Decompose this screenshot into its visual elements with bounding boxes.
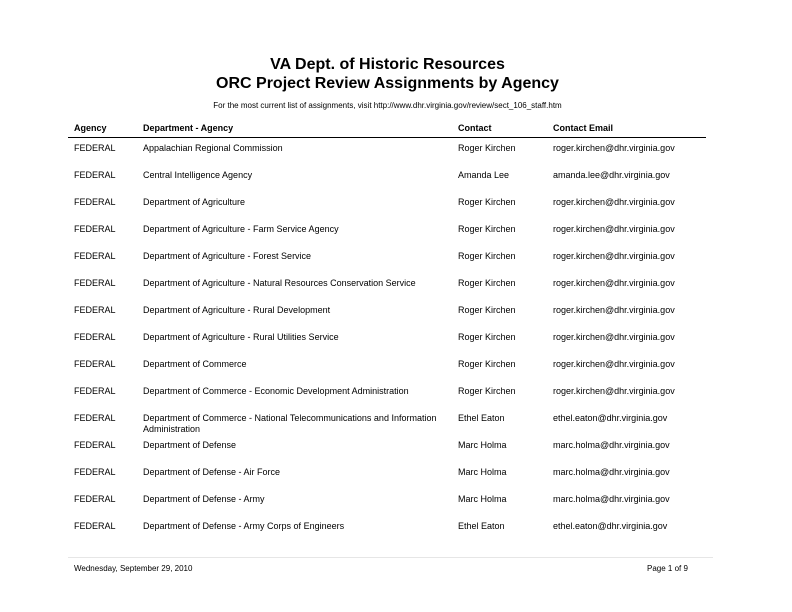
cell-email: ethel.eaton@dhr.virginia.gov	[553, 521, 668, 531]
cell-email: ethel.eaton@dhr.virginia.gov	[553, 413, 668, 423]
cell-email: roger.kirchen@dhr.virginia.gov	[553, 143, 675, 153]
cell-email: marc.holma@dhr.virginia.gov	[553, 440, 670, 450]
cell-contact: Ethel Eaton	[458, 521, 505, 531]
cell-contact: Roger Kirchen	[458, 197, 516, 207]
cell-department: Department of Agriculture - Natural Resources Conservation Service	[143, 278, 416, 288]
cell-department: Department of Agriculture - Rural Utilities Service	[143, 332, 339, 342]
cell-department: Department of Agriculture	[143, 197, 246, 207]
cell-agency: FEDERAL	[74, 197, 116, 207]
cell-agency: FEDERAL	[74, 278, 116, 288]
cell-agency: FEDERAL	[74, 467, 116, 477]
cell-email: roger.kirchen@dhr.virginia.gov	[553, 386, 675, 396]
cell-email: roger.kirchen@dhr.virginia.gov	[553, 278, 675, 288]
cell-contact: Marc Holma	[458, 467, 507, 477]
header-rule	[68, 137, 706, 138]
cell-email: marc.holma@dhr.virginia.gov	[553, 467, 670, 477]
column-header-agency: Agency	[74, 123, 107, 133]
report-subtitle-title: ORC Project Review Assignments by Agency	[216, 75, 559, 92]
footer-rule	[68, 557, 713, 558]
cell-contact: Amanda Lee	[458, 170, 510, 180]
cell-department: Department of Commerce	[143, 359, 247, 369]
cell-department: Department of Defense	[143, 440, 237, 450]
cell-contact: Roger Kirchen	[458, 278, 516, 288]
cell-agency: FEDERAL	[74, 494, 116, 504]
cell-agency: FEDERAL	[74, 521, 116, 531]
column-header-contact: Contact	[458, 123, 492, 133]
report-note: For the most current list of assignments, visit http://www.dhr.virginia.gov/review/sect_106_staff.htm	[213, 101, 562, 110]
cell-agency: FEDERAL	[74, 359, 116, 369]
cell-contact: Ethel Eaton	[458, 413, 505, 423]
cell-contact: Roger Kirchen	[458, 251, 516, 261]
cell-department: Central Intelligence Agency	[143, 170, 253, 180]
cell-agency: FEDERAL	[74, 413, 116, 423]
cell-contact: Roger Kirchen	[458, 332, 516, 342]
cell-contact: Roger Kirchen	[458, 143, 516, 153]
cell-email: marc.holma@dhr.virginia.gov	[553, 494, 670, 504]
cell-email: roger.kirchen@dhr.virginia.gov	[553, 359, 675, 369]
cell-agency: FEDERAL	[74, 224, 116, 234]
cell-contact: Marc Holma	[458, 440, 507, 450]
cell-email: roger.kirchen@dhr.virginia.gov	[553, 251, 675, 261]
cell-department: Department of Defense - Army	[143, 494, 265, 504]
cell-contact: Roger Kirchen	[458, 359, 516, 369]
cell-department: Department of Defense - Air Force	[143, 467, 281, 477]
cell-email: roger.kirchen@dhr.virginia.gov	[553, 224, 675, 234]
cell-email: roger.kirchen@dhr.virginia.gov	[553, 305, 675, 315]
cell-contact: Marc Holma	[458, 494, 507, 504]
cell-agency: FEDERAL	[74, 386, 116, 396]
cell-contact: Roger Kirchen	[458, 224, 516, 234]
footer-date: Wednesday, September 29, 2010	[74, 564, 193, 573]
column-header-department: Department - Agency	[143, 123, 234, 133]
cell-contact: Roger Kirchen	[458, 305, 516, 315]
cell-agency: FEDERAL	[74, 170, 116, 180]
cell-email: roger.kirchen@dhr.virginia.gov	[553, 332, 675, 342]
footer-page-number: Page 1 of 9	[647, 564, 688, 573]
cell-email: roger.kirchen@dhr.virginia.gov	[553, 197, 675, 207]
cell-department: Department of Defense - Army Corps of Engineers	[143, 521, 345, 531]
cell-department: Department of Commerce - National Telecommunications and Information Administration	[143, 413, 437, 434]
cell-agency: FEDERAL	[74, 251, 116, 261]
column-header-email: Contact Email	[553, 123, 614, 133]
cell-email: amanda.lee@dhr.virginia.gov	[553, 170, 670, 180]
cell-agency: FEDERAL	[74, 143, 116, 153]
cell-department: Department of Commerce - Economic Development Administration	[143, 386, 409, 396]
cell-department: Department of Agriculture - Rural Development	[143, 305, 331, 315]
cell-agency: FEDERAL	[74, 305, 116, 315]
report-title: VA Dept. of Historic Resources	[270, 56, 505, 73]
cell-department: Appalachian Regional Commission	[143, 143, 283, 153]
cell-agency: FEDERAL	[74, 440, 116, 450]
cell-department: Department of Agriculture - Forest Service	[143, 251, 312, 261]
cell-contact: Roger Kirchen	[458, 386, 516, 396]
cell-department: Department of Agriculture - Farm Service Agency	[143, 224, 339, 234]
cell-agency: FEDERAL	[74, 332, 116, 342]
